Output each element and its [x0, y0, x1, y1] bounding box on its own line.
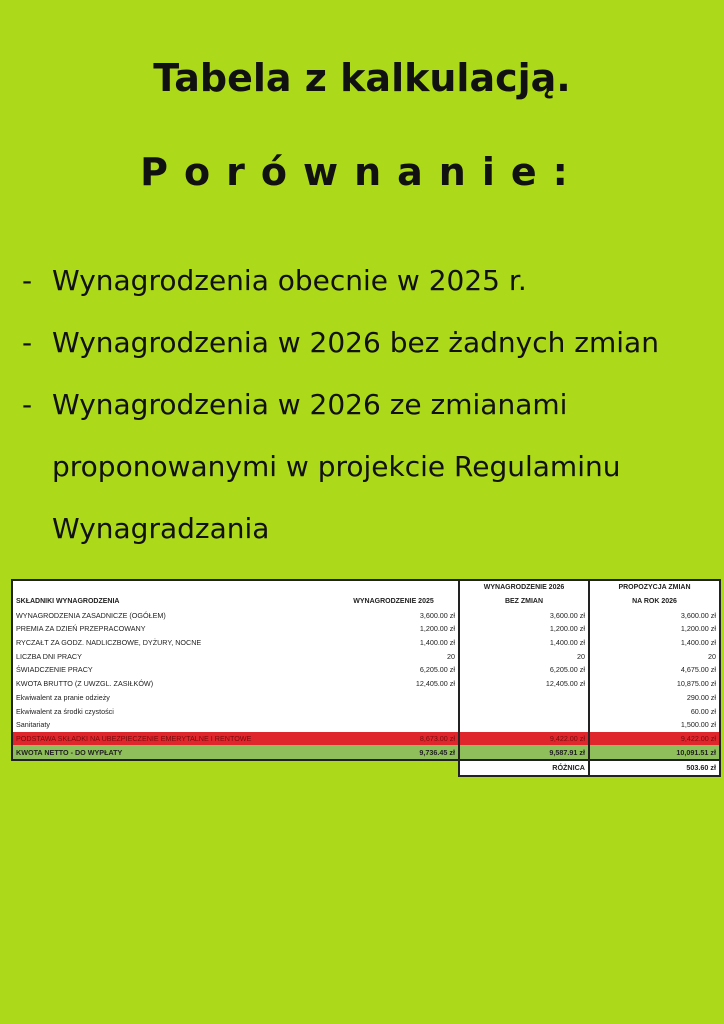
row-label: Ekwiwalent za środki czystości [12, 704, 329, 718]
table-row [12, 663, 720, 677]
cell-2025 [329, 704, 459, 718]
row-label: PODSTAWA SKŁADKI NA UBEZPIECZENIE EMERYTALNE I RENTOWE [12, 732, 329, 746]
col-header-2025: WYNAGRODZENIE 2025 [329, 595, 459, 609]
col-header-2026-line2: BEZ ZMIAN [459, 595, 589, 609]
row-label: ŚWIADCZENIE PRACY [12, 663, 329, 677]
cell-proposal: 9,422.00 zł [589, 732, 720, 746]
diff-spacer [12, 760, 329, 776]
cell-proposal: 4,675.00 zł [589, 663, 720, 677]
col-header-prop-line1: PROPOZYCJA ZMIAN [589, 580, 720, 595]
cell-2025 [329, 718, 459, 732]
col-header-components: SKŁADNIKI WYNAGRODZENIA [12, 595, 329, 609]
cell-2025: 1,200.00 zł [329, 622, 459, 636]
table-header-spacer [329, 580, 459, 595]
col-header-prop-line2: NA ROK 2026 [589, 595, 720, 609]
table-row [12, 622, 720, 636]
table-row-base [12, 732, 720, 746]
row-label: Ekwiwalent za pranie odzieży [12, 691, 329, 705]
bullet-list [22, 250, 712, 560]
cell-2025: 1,400.00 zł [329, 636, 459, 650]
table-row [12, 677, 720, 691]
diff-spacer [329, 760, 459, 776]
cell-2025: 3,600.00 zł [329, 608, 459, 622]
cell-proposal: 10,875.00 zł [589, 677, 720, 691]
cell-2025: 12,405.00 zł [329, 677, 459, 691]
cell-2026 [459, 704, 589, 718]
cell-2026: 12,405.00 zł [459, 677, 589, 691]
list-item [22, 250, 712, 312]
row-label: WYNAGRODZENIA ZASADNICZE (OGÓŁEM) [12, 608, 329, 622]
cell-2026: 9,422.00 zł [459, 732, 589, 746]
table-row [12, 704, 720, 718]
list-item [22, 374, 712, 560]
page-title: Tabela z kalkulacją. [153, 56, 571, 100]
table-row [12, 636, 720, 650]
cell-2026: 1,200.00 zł [459, 622, 589, 636]
table-row-net [12, 745, 720, 760]
row-label: KWOTA NETTO - DO WYPŁATY [12, 745, 329, 760]
row-label: RYCZAŁT ZA GODZ. NADLICZBOWE, DYŻURY, NOCNE [12, 636, 329, 650]
diff-value: 503.60 zł [589, 760, 720, 776]
col-header-2026-line1: WYNAGRODZENIE 2026 [459, 580, 589, 595]
cell-proposal: 1,400.00 zł [589, 636, 720, 650]
cell-proposal: 290.00 zł [589, 691, 720, 705]
cell-2025: 9,736.45 zł [329, 745, 459, 760]
cell-2026: 3,600.00 zł [459, 608, 589, 622]
list-item-text: Wynagrodzenia w 2026 bez żadnych zmian [52, 326, 659, 359]
row-label: LICZBA DNI PRACY [12, 649, 329, 663]
page-subtitle: Porównanie: [140, 150, 584, 194]
list-item-text: Wynagrodzenia obecnie w 2025 r. [52, 264, 527, 297]
cell-2025: 8,673.00 zł [329, 732, 459, 746]
table-row-difference [12, 760, 720, 776]
list-item-text: Wynagrodzenia w 2026 ze zmianami proponowanymi w projekcie Regulaminu Wynagradzania [52, 388, 621, 545]
cell-2025 [329, 691, 459, 705]
table-row [12, 608, 720, 622]
cell-2026 [459, 718, 589, 732]
cell-proposal: 60.00 zł [589, 704, 720, 718]
diff-label: RÓŻNICA [459, 760, 589, 776]
cell-proposal: 10,091.51 zł [589, 745, 720, 760]
cell-2026 [459, 691, 589, 705]
row-label: Sanitariaty [12, 718, 329, 732]
table-row [12, 718, 720, 732]
table-row [12, 649, 720, 663]
cell-2025: 20 [329, 649, 459, 663]
cell-proposal: 1,200.00 zł [589, 622, 720, 636]
table-header-spacer [12, 580, 329, 595]
cell-proposal: 1,500.00 zł [589, 718, 720, 732]
row-label: PREMIA ZA DZIEŃ PRZEPRACOWANY [12, 622, 329, 636]
cell-2025: 6,205.00 zł [329, 663, 459, 677]
cell-proposal: 3,600.00 zł [589, 608, 720, 622]
list-item [22, 312, 712, 374]
cell-2026: 9,587.91 zł [459, 745, 589, 760]
cell-2026: 6,205.00 zł [459, 663, 589, 677]
bullet-dash: - [22, 264, 33, 297]
table-row [12, 691, 720, 705]
row-label: KWOTA BRUTTO (Z UWZGL. ZASIŁKÓW) [12, 677, 329, 691]
bullet-dash: - [22, 326, 33, 359]
calculation-table [11, 579, 719, 777]
cell-proposal: 20 [589, 649, 720, 663]
bullet-dash: - [22, 388, 33, 421]
cell-2026: 20 [459, 649, 589, 663]
cell-2026: 1,400.00 zł [459, 636, 589, 650]
